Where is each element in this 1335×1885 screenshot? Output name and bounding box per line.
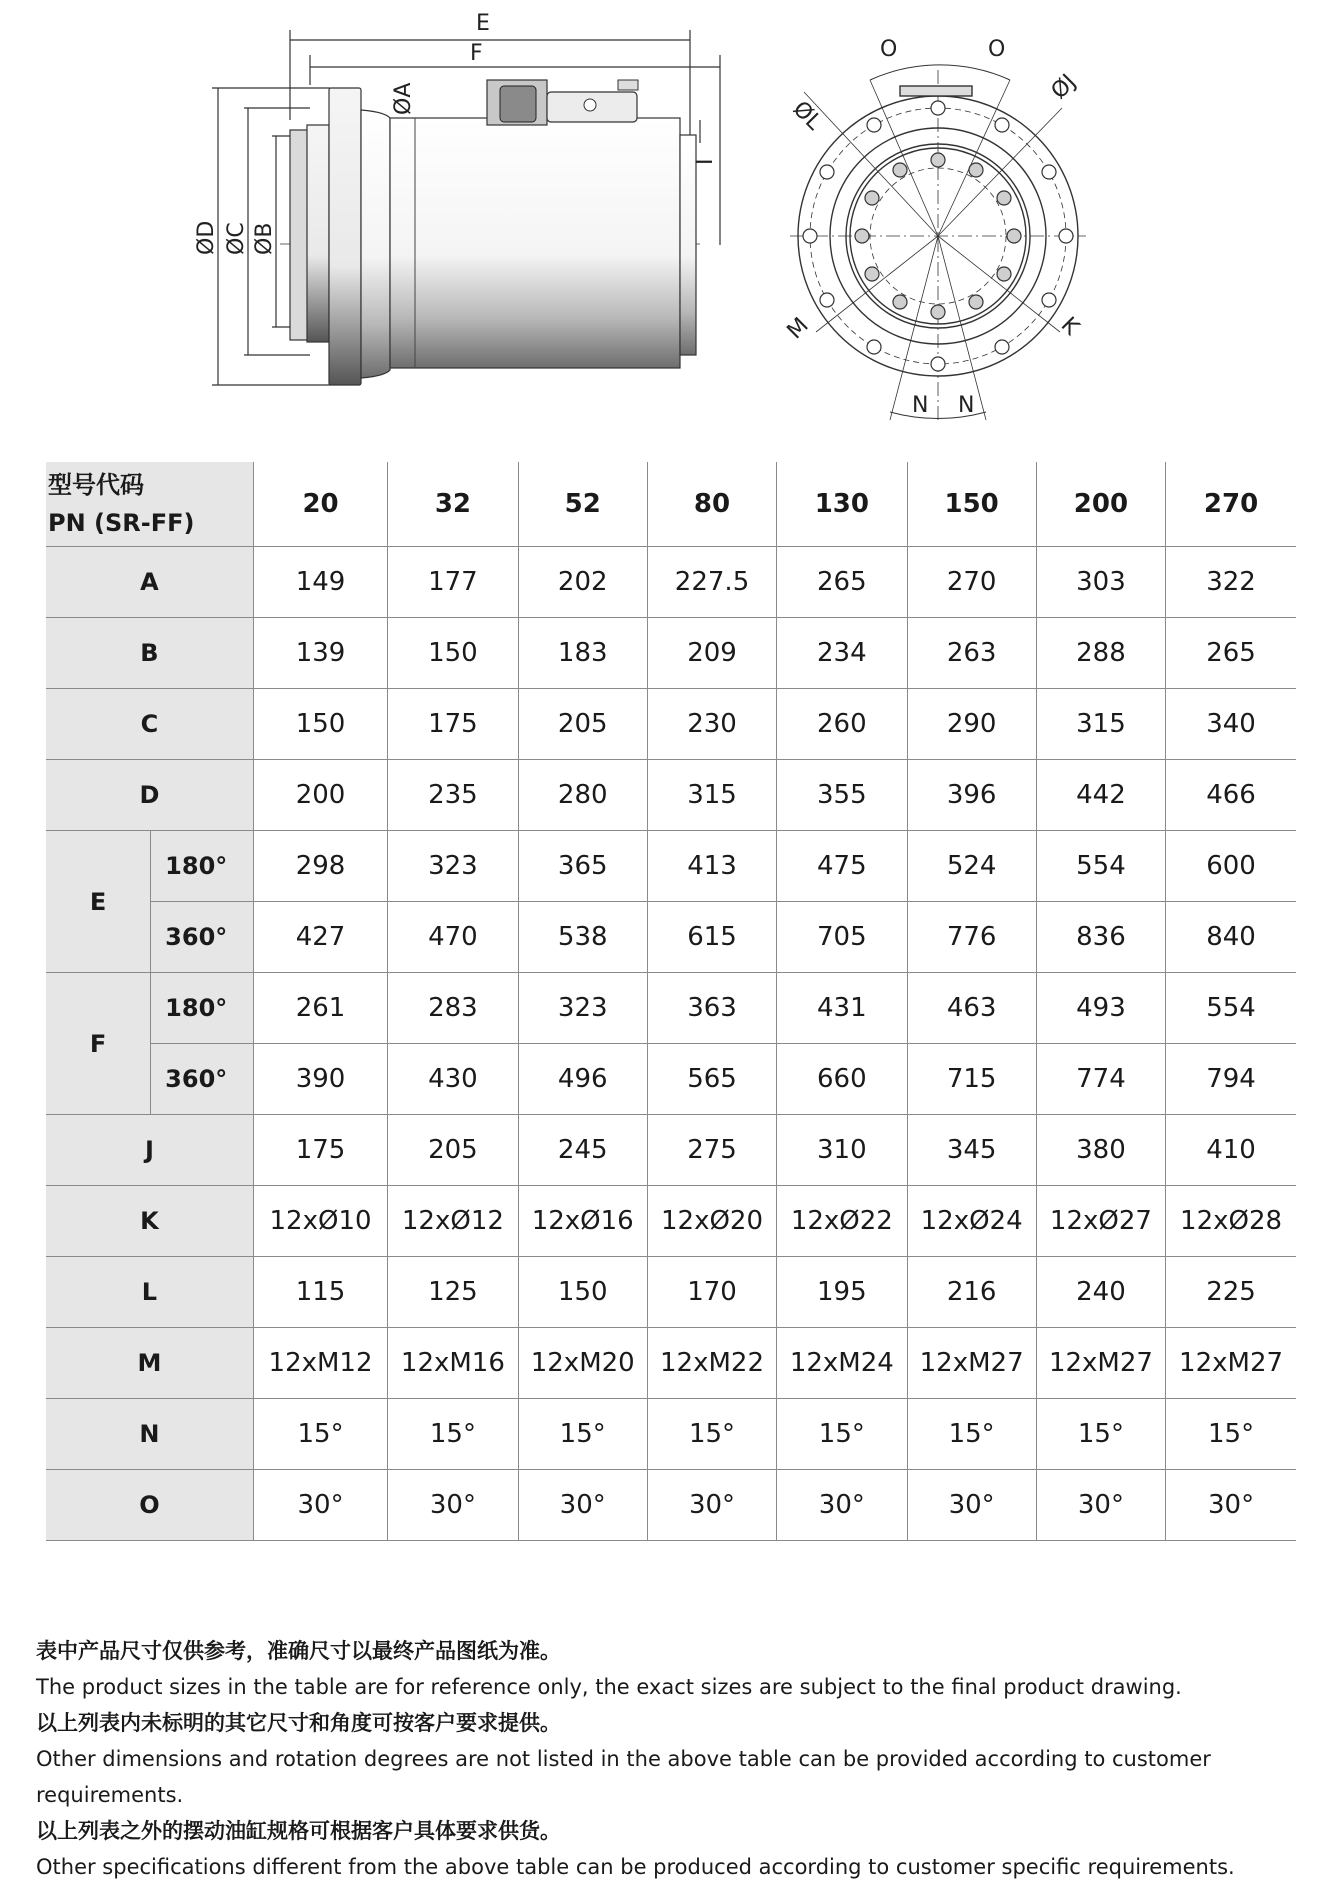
table-cell: 125 <box>388 1257 518 1328</box>
table-cell: 363 <box>647 973 776 1044</box>
table-cell: 600 <box>1166 831 1296 902</box>
table-cell: 12xM16 <box>388 1328 518 1399</box>
table-row <box>46 760 1296 831</box>
table-row <box>46 831 1296 902</box>
table-cell: 315 <box>1036 689 1165 760</box>
table-cell: 205 <box>518 689 647 760</box>
table-cell: 15° <box>253 1399 387 1470</box>
table-cell: 298 <box>253 831 387 902</box>
row-label: D <box>46 760 253 831</box>
table-cell: 234 <box>777 618 907 689</box>
label-M: M <box>782 313 814 345</box>
table-cell: 310 <box>777 1115 907 1186</box>
table-cell: 565 <box>647 1044 776 1115</box>
row-label: J <box>46 1115 253 1186</box>
table-cell: 30° <box>1166 1470 1296 1541</box>
table-cell: 30° <box>1036 1470 1165 1541</box>
table-cell: 12xØ24 <box>907 1186 1036 1257</box>
table-cell: 431 <box>777 973 907 1044</box>
table-cell: 427 <box>253 902 387 973</box>
table-cell: 554 <box>1166 973 1296 1044</box>
group-label: E <box>46 831 151 973</box>
table-cell: 30° <box>388 1470 518 1541</box>
table-cell: 175 <box>388 689 518 760</box>
label-E: E <box>476 11 490 36</box>
table-cell: 794 <box>1166 1044 1296 1115</box>
label-B: ØB <box>252 222 277 255</box>
table-cell: 660 <box>777 1044 907 1115</box>
row-label: O <box>46 1470 253 1541</box>
table-cell: 265 <box>777 547 907 618</box>
table-cell: 30° <box>518 1470 647 1541</box>
table-cell: 538 <box>518 902 647 973</box>
table-row <box>46 1328 1296 1399</box>
model-col-header: 32 <box>388 462 518 547</box>
table-cell: 12xØ28 <box>1166 1186 1296 1257</box>
table-cell: 340 <box>1166 689 1296 760</box>
model-code-en: PN (SR-FF) <box>48 509 195 537</box>
table-cell: 150 <box>518 1257 647 1328</box>
table-cell: 12xM27 <box>1036 1328 1165 1399</box>
table-cell: 430 <box>388 1044 518 1115</box>
table-cell: 270 <box>907 547 1036 618</box>
table-cell: 345 <box>907 1115 1036 1186</box>
model-col-header: 52 <box>518 462 647 547</box>
label-C: ØC <box>224 222 249 255</box>
table-row <box>46 618 1296 689</box>
sub-row-label: 180° <box>151 973 254 1044</box>
table-cell: 12xM12 <box>253 1328 387 1399</box>
table-cell: 840 <box>1166 902 1296 973</box>
table-cell: 139 <box>253 618 387 689</box>
technical-drawing <box>0 0 1335 440</box>
table-cell: 209 <box>647 618 776 689</box>
table-cell: 12xØ22 <box>777 1186 907 1257</box>
table-cell: 235 <box>388 760 518 831</box>
table-cell: 396 <box>907 760 1036 831</box>
label-F: F <box>470 41 483 66</box>
model-col-header: 270 <box>1166 462 1296 547</box>
table-cell: 12xM20 <box>518 1328 647 1399</box>
table-cell: 355 <box>777 760 907 831</box>
table-cell: 475 <box>777 831 907 902</box>
model-col-header: 20 <box>253 462 387 547</box>
table-cell: 12xØ27 <box>1036 1186 1165 1257</box>
label-L: ØL <box>787 96 827 136</box>
table-cell: 776 <box>907 902 1036 973</box>
label-O-left: O <box>880 37 898 62</box>
row-label: C <box>46 689 253 760</box>
table-cell: 30° <box>907 1470 1036 1541</box>
table-cell: 410 <box>1166 1115 1296 1186</box>
table-row <box>46 1470 1296 1541</box>
table-cell: 275 <box>647 1115 776 1186</box>
table-cell: 202 <box>518 547 647 618</box>
table-row <box>46 1186 1296 1257</box>
table-cell: 12xØ16 <box>518 1186 647 1257</box>
model-col-header: 80 <box>647 462 776 547</box>
table-cell: 265 <box>1166 618 1296 689</box>
table-cell: 715 <box>907 1044 1036 1115</box>
note-line: Other specifications different from the above table can be produced according to customer specific requirements. <box>36 1855 1235 1879</box>
table-cell: 195 <box>777 1257 907 1328</box>
table-cell: 260 <box>777 689 907 760</box>
table-cell: 493 <box>1036 973 1165 1044</box>
table-cell: 149 <box>253 547 387 618</box>
table-cell: 323 <box>388 831 518 902</box>
label-O-right: O <box>988 37 1006 62</box>
label-N-left: N <box>912 393 929 418</box>
table-cell: 496 <box>518 1044 647 1115</box>
table-cell: 30° <box>253 1470 387 1541</box>
row-label: A <box>46 547 253 618</box>
table-cell: 442 <box>1036 760 1165 831</box>
table-row <box>46 1399 1296 1470</box>
table-cell: 150 <box>388 618 518 689</box>
group-label: F <box>46 973 151 1115</box>
table-cell: 323 <box>518 973 647 1044</box>
table-row <box>46 902 1296 973</box>
model-code-cn: 型号代码 <box>48 471 144 499</box>
table-cell: 322 <box>1166 547 1296 618</box>
table-cell: 836 <box>1036 902 1165 973</box>
note-line: 以上列表之外的摆动油缸规格可根据客户具体要求供货。 <box>36 1819 561 1843</box>
note-line: The product sizes in the table are for reference only, the exact sizes are subject to the final product drawing. <box>36 1675 1182 1699</box>
label-I: I <box>693 158 718 165</box>
table-cell: 150 <box>253 689 387 760</box>
table-cell: 15° <box>647 1399 776 1470</box>
table-cell: 290 <box>907 689 1036 760</box>
label-N-right: N <box>958 393 975 418</box>
table-cell: 177 <box>388 547 518 618</box>
table-cell: 283 <box>388 973 518 1044</box>
spec-table <box>46 462 1296 1541</box>
table-cell: 390 <box>253 1044 387 1115</box>
row-label: N <box>46 1399 253 1470</box>
table-cell: 774 <box>1036 1044 1165 1115</box>
table-cell: 15° <box>388 1399 518 1470</box>
table-cell: 315 <box>647 760 776 831</box>
table-cell: 12xØ10 <box>253 1186 387 1257</box>
table-cell: 12xM27 <box>907 1328 1036 1399</box>
label-A: ØA <box>391 82 416 115</box>
table-row <box>46 1115 1296 1186</box>
table-cell: 380 <box>1036 1115 1165 1186</box>
table-cell: 170 <box>647 1257 776 1328</box>
table-row <box>46 1044 1296 1115</box>
table-cell: 30° <box>647 1470 776 1541</box>
table-cell: 12xM24 <box>777 1328 907 1399</box>
model-col-header: 150 <box>907 462 1036 547</box>
table-cell: 280 <box>518 760 647 831</box>
table-cell: 365 <box>518 831 647 902</box>
table-cell: 554 <box>1036 831 1165 902</box>
table-cell: 15° <box>518 1399 647 1470</box>
model-col-header: 130 <box>777 462 907 547</box>
row-label: K <box>46 1186 253 1257</box>
sub-row-label: 180° <box>151 831 254 902</box>
notes <box>36 1633 1316 1885</box>
table-cell: 15° <box>1036 1399 1165 1470</box>
table-cell: 12xM27 <box>1166 1328 1296 1399</box>
note-line: 表中产品尺寸仅供参考，准确尺寸以最终产品图纸为准。 <box>36 1639 561 1663</box>
table-cell: 288 <box>1036 618 1165 689</box>
note-line: 以上列表内未标明的其它尺寸和角度可按客户要求提供。 <box>36 1711 561 1735</box>
label-K: K <box>1055 312 1084 341</box>
table-cell: 303 <box>1036 547 1165 618</box>
row-label: L <box>46 1257 253 1328</box>
table-cell: 470 <box>388 902 518 973</box>
table-cell: 463 <box>907 973 1036 1044</box>
table-cell: 705 <box>777 902 907 973</box>
table-cell: 15° <box>1166 1399 1296 1470</box>
table-cell: 413 <box>647 831 776 902</box>
sub-row-label: 360° <box>151 902 254 973</box>
table-cell: 200 <box>253 760 387 831</box>
row-label: B <box>46 618 253 689</box>
table-header-row <box>46 462 1296 547</box>
table-cell: 205 <box>388 1115 518 1186</box>
table-row <box>46 973 1296 1044</box>
sub-row-label: 360° <box>151 1044 254 1115</box>
table-row <box>46 547 1296 618</box>
table-cell: 183 <box>518 618 647 689</box>
table-row <box>46 1257 1296 1328</box>
note-line: Other dimensions and rotation degrees are not listed in the above table can be provided according to customer requirements. <box>36 1747 1211 1807</box>
table-cell: 524 <box>907 831 1036 902</box>
model-code-header <box>46 462 253 547</box>
table-cell: 12xØ12 <box>388 1186 518 1257</box>
table-cell: 615 <box>647 902 776 973</box>
label-J: ØJ <box>1046 69 1082 105</box>
table-cell: 12xØ20 <box>647 1186 776 1257</box>
table-cell: 216 <box>907 1257 1036 1328</box>
table-cell: 175 <box>253 1115 387 1186</box>
table-cell: 225 <box>1166 1257 1296 1328</box>
table-cell: 30° <box>777 1470 907 1541</box>
table-cell: 15° <box>907 1399 1036 1470</box>
cylinder-body <box>290 80 696 385</box>
table-row <box>46 689 1296 760</box>
table-cell: 227.5 <box>647 547 776 618</box>
table-cell: 466 <box>1166 760 1296 831</box>
label-D: ØD <box>194 220 219 255</box>
table-cell: 12xM22 <box>647 1328 776 1399</box>
row-label: M <box>46 1328 253 1399</box>
table-cell: 263 <box>907 618 1036 689</box>
table-cell: 245 <box>518 1115 647 1186</box>
table-cell: 115 <box>253 1257 387 1328</box>
table-cell: 261 <box>253 973 387 1044</box>
table-cell: 240 <box>1036 1257 1165 1328</box>
table-cell: 15° <box>777 1399 907 1470</box>
table-cell: 230 <box>647 689 776 760</box>
model-col-header: 200 <box>1036 462 1165 547</box>
